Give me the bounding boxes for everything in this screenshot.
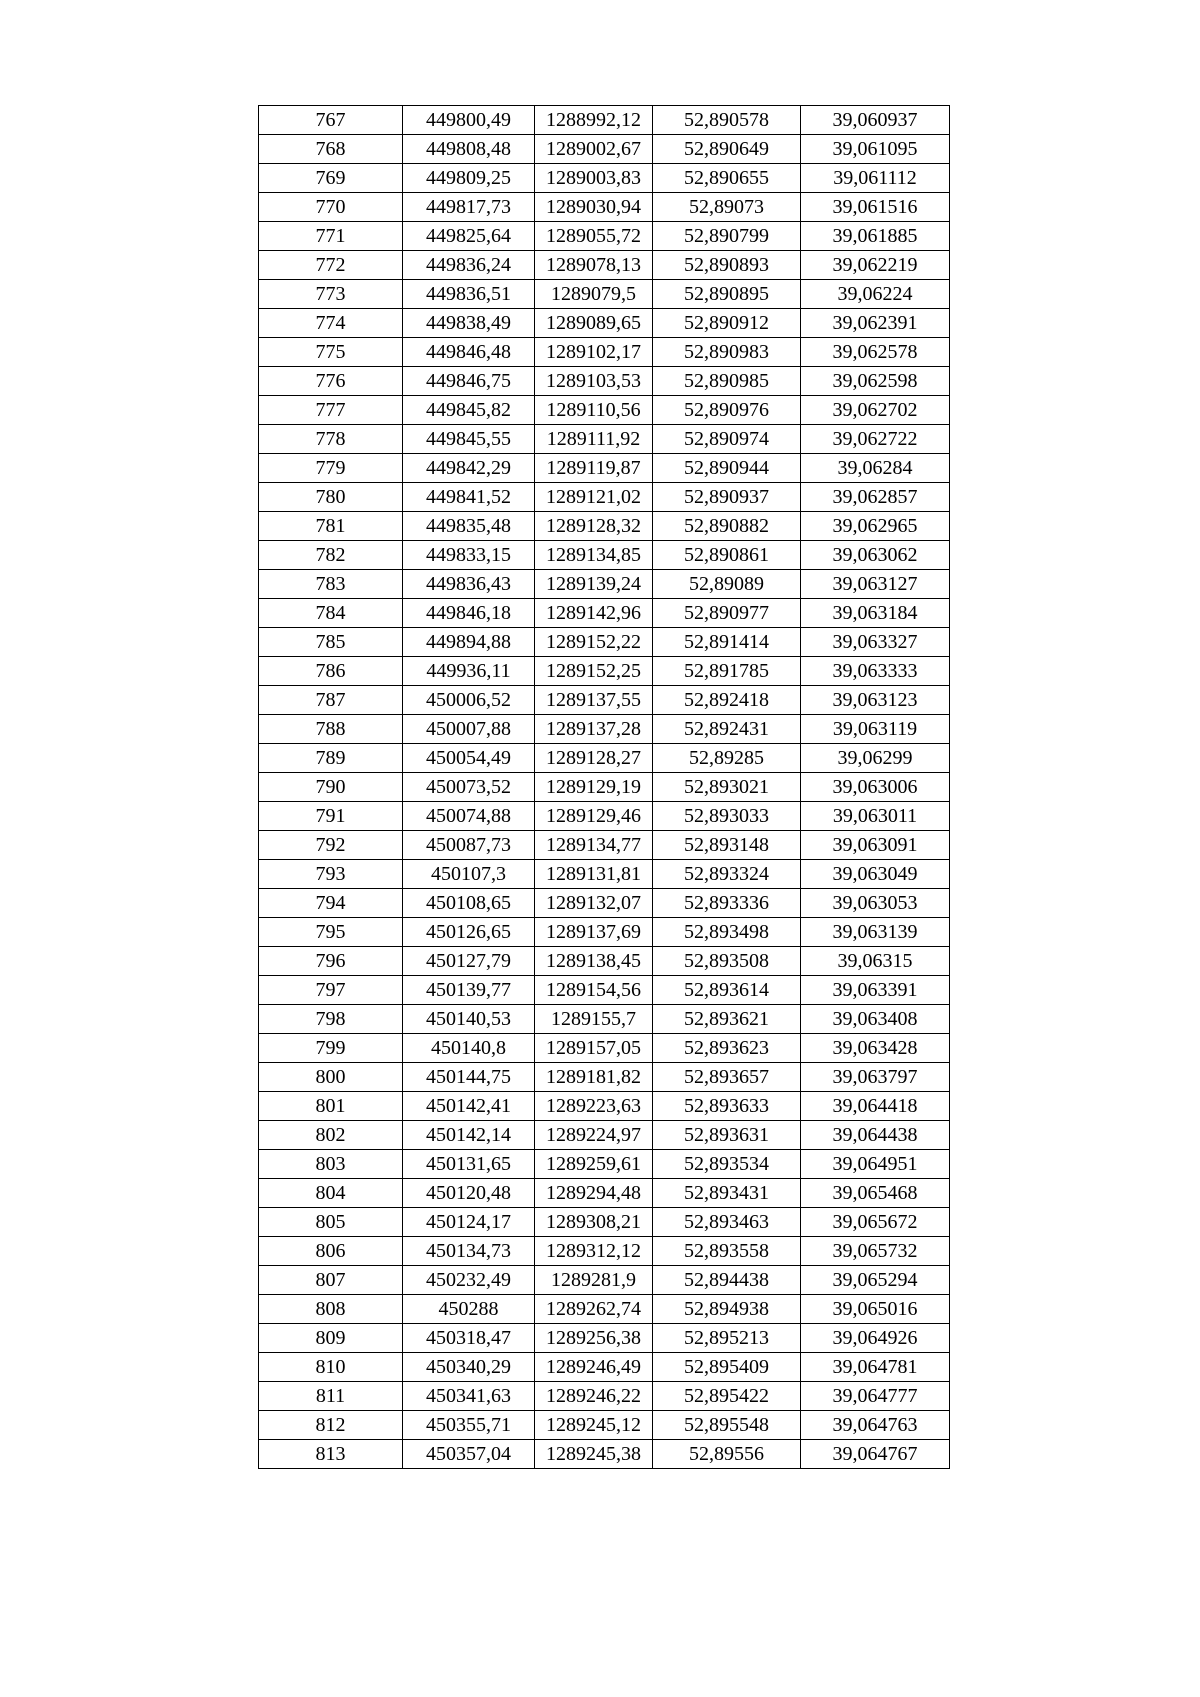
- latitude-cell: 52,893508: [653, 947, 801, 976]
- y-coordinate-cell: 1289246,22: [535, 1382, 653, 1411]
- latitude-cell: 52,890861: [653, 541, 801, 570]
- table-row: [259, 773, 950, 802]
- y-coordinate-cell: 1289312,12: [535, 1237, 653, 1266]
- longitude-cell: 39,064951: [801, 1150, 950, 1179]
- y-coordinate-cell: 1289078,13: [535, 251, 653, 280]
- y-coordinate-cell: 1289294,48: [535, 1179, 653, 1208]
- point-number-cell: 780: [259, 483, 403, 512]
- y-coordinate-cell: 1289132,07: [535, 889, 653, 918]
- x-coordinate-cell: 450127,79: [403, 947, 535, 976]
- latitude-cell: 52,89556: [653, 1440, 801, 1469]
- x-coordinate-cell: 450006,52: [403, 686, 535, 715]
- longitude-cell: 39,063391: [801, 976, 950, 1005]
- longitude-cell: 39,065672: [801, 1208, 950, 1237]
- latitude-cell: 52,890799: [653, 222, 801, 251]
- y-coordinate-cell: 1289002,67: [535, 135, 653, 164]
- point-number-cell: 785: [259, 628, 403, 657]
- x-coordinate-cell: 450126,65: [403, 918, 535, 947]
- latitude-cell: 52,890944: [653, 454, 801, 483]
- x-coordinate-cell: 449845,55: [403, 425, 535, 454]
- y-coordinate-cell: 1289030,94: [535, 193, 653, 222]
- y-coordinate-cell: 1289079,5: [535, 280, 653, 309]
- x-coordinate-cell: 450142,14: [403, 1121, 535, 1150]
- point-number-cell: 803: [259, 1150, 403, 1179]
- x-coordinate-cell: 449808,48: [403, 135, 535, 164]
- x-coordinate-cell: 449817,73: [403, 193, 535, 222]
- point-number-cell: 798: [259, 1005, 403, 1034]
- table-row: [259, 1208, 950, 1237]
- point-number-cell: 772: [259, 251, 403, 280]
- x-coordinate-cell: 450107,3: [403, 860, 535, 889]
- y-coordinate-cell: 1289111,92: [535, 425, 653, 454]
- point-number-cell: 799: [259, 1034, 403, 1063]
- point-number-cell: 802: [259, 1121, 403, 1150]
- table-row: [259, 1440, 950, 1469]
- point-number-cell: 775: [259, 338, 403, 367]
- table-row: [259, 1121, 950, 1150]
- point-number-cell: 808: [259, 1295, 403, 1324]
- point-number-cell: 809: [259, 1324, 403, 1353]
- x-coordinate-cell: 449836,51: [403, 280, 535, 309]
- coordinates-table: [258, 105, 950, 1469]
- latitude-cell: 52,895409: [653, 1353, 801, 1382]
- table-row: [259, 1266, 950, 1295]
- table-row: [259, 918, 950, 947]
- x-coordinate-cell: 449894,88: [403, 628, 535, 657]
- table-row: [259, 744, 950, 773]
- table-row: [259, 106, 950, 135]
- longitude-cell: 39,062965: [801, 512, 950, 541]
- table-row: [259, 1353, 950, 1382]
- x-coordinate-cell: 449842,29: [403, 454, 535, 483]
- point-number-cell: 779: [259, 454, 403, 483]
- point-number-cell: 800: [259, 1063, 403, 1092]
- table-row: [259, 1237, 950, 1266]
- y-coordinate-cell: 1289055,72: [535, 222, 653, 251]
- y-coordinate-cell: 1289134,85: [535, 541, 653, 570]
- longitude-cell: 39,063184: [801, 599, 950, 628]
- longitude-cell: 39,063797: [801, 1063, 950, 1092]
- table-row: [259, 396, 950, 425]
- x-coordinate-cell: 450140,8: [403, 1034, 535, 1063]
- longitude-cell: 39,063011: [801, 802, 950, 831]
- y-coordinate-cell: 1289134,77: [535, 831, 653, 860]
- latitude-cell: 52,892418: [653, 686, 801, 715]
- coordinates-table-body: [259, 106, 950, 1469]
- table-row: [259, 1179, 950, 1208]
- longitude-cell: 39,063123: [801, 686, 950, 715]
- point-number-cell: 788: [259, 715, 403, 744]
- y-coordinate-cell: 1289137,55: [535, 686, 653, 715]
- x-coordinate-cell: 450232,49: [403, 1266, 535, 1295]
- y-coordinate-cell: 1289129,46: [535, 802, 653, 831]
- point-number-cell: 806: [259, 1237, 403, 1266]
- y-coordinate-cell: 1289131,81: [535, 860, 653, 889]
- y-coordinate-cell: 1289224,97: [535, 1121, 653, 1150]
- latitude-cell: 52,890912: [653, 309, 801, 338]
- point-number-cell: 769: [259, 164, 403, 193]
- point-number-cell: 787: [259, 686, 403, 715]
- point-number-cell: 783: [259, 570, 403, 599]
- x-coordinate-cell: 449838,49: [403, 309, 535, 338]
- y-coordinate-cell: 1289121,02: [535, 483, 653, 512]
- longitude-cell: 39,063139: [801, 918, 950, 947]
- longitude-cell: 39,065468: [801, 1179, 950, 1208]
- point-number-cell: 773: [259, 280, 403, 309]
- longitude-cell: 39,064777: [801, 1382, 950, 1411]
- latitude-cell: 52,893631: [653, 1121, 801, 1150]
- latitude-cell: 52,89285: [653, 744, 801, 773]
- latitude-cell: 52,890976: [653, 396, 801, 425]
- x-coordinate-cell: 449936,11: [403, 657, 535, 686]
- point-number-cell: 810: [259, 1353, 403, 1382]
- latitude-cell: 52,893324: [653, 860, 801, 889]
- longitude-cell: 39,063091: [801, 831, 950, 860]
- table-row: [259, 1063, 950, 1092]
- point-number-cell: 792: [259, 831, 403, 860]
- point-number-cell: 777: [259, 396, 403, 425]
- longitude-cell: 39,06284: [801, 454, 950, 483]
- table-row: [259, 541, 950, 570]
- x-coordinate-cell: 450318,47: [403, 1324, 535, 1353]
- point-number-cell: 774: [259, 309, 403, 338]
- longitude-cell: 39,061112: [801, 164, 950, 193]
- y-coordinate-cell: 1289152,25: [535, 657, 653, 686]
- latitude-cell: 52,893463: [653, 1208, 801, 1237]
- point-number-cell: 801: [259, 1092, 403, 1121]
- x-coordinate-cell: 450007,88: [403, 715, 535, 744]
- latitude-cell: 52,890985: [653, 367, 801, 396]
- y-coordinate-cell: 1289119,87: [535, 454, 653, 483]
- y-coordinate-cell: 1289157,05: [535, 1034, 653, 1063]
- y-coordinate-cell: 1289245,12: [535, 1411, 653, 1440]
- longitude-cell: 39,061885: [801, 222, 950, 251]
- longitude-cell: 39,065732: [801, 1237, 950, 1266]
- latitude-cell: 52,891414: [653, 628, 801, 657]
- y-coordinate-cell: 1289129,19: [535, 773, 653, 802]
- point-number-cell: 805: [259, 1208, 403, 1237]
- longitude-cell: 39,063062: [801, 541, 950, 570]
- latitude-cell: 52,893534: [653, 1150, 801, 1179]
- latitude-cell: 52,890655: [653, 164, 801, 193]
- x-coordinate-cell: 450341,63: [403, 1382, 535, 1411]
- y-coordinate-cell: 1289259,61: [535, 1150, 653, 1179]
- x-coordinate-cell: 450355,71: [403, 1411, 535, 1440]
- table-row: [259, 193, 950, 222]
- table-row: [259, 686, 950, 715]
- table-row: [259, 1005, 950, 1034]
- x-coordinate-cell: 449841,52: [403, 483, 535, 512]
- table-row: [259, 831, 950, 860]
- table-row: [259, 1324, 950, 1353]
- latitude-cell: 52,89089: [653, 570, 801, 599]
- latitude-cell: 52,890578: [653, 106, 801, 135]
- y-coordinate-cell: 1289281,9: [535, 1266, 653, 1295]
- latitude-cell: 52,893498: [653, 918, 801, 947]
- table-row: [259, 976, 950, 1005]
- point-number-cell: 804: [259, 1179, 403, 1208]
- point-number-cell: 786: [259, 657, 403, 686]
- y-coordinate-cell: 1289003,83: [535, 164, 653, 193]
- x-coordinate-cell: 450124,17: [403, 1208, 535, 1237]
- latitude-cell: 52,890882: [653, 512, 801, 541]
- table-row: [259, 425, 950, 454]
- latitude-cell: 52,892431: [653, 715, 801, 744]
- longitude-cell: 39,063333: [801, 657, 950, 686]
- x-coordinate-cell: 450087,73: [403, 831, 535, 860]
- longitude-cell: 39,062391: [801, 309, 950, 338]
- latitude-cell: 52,893621: [653, 1005, 801, 1034]
- table-row: [259, 222, 950, 251]
- y-coordinate-cell: 1289223,63: [535, 1092, 653, 1121]
- x-coordinate-cell: 450131,65: [403, 1150, 535, 1179]
- longitude-cell: 39,060937: [801, 106, 950, 135]
- table-row: [259, 512, 950, 541]
- longitude-cell: 39,062578: [801, 338, 950, 367]
- latitude-cell: 52,890649: [653, 135, 801, 164]
- point-number-cell: 794: [259, 889, 403, 918]
- x-coordinate-cell: 450139,77: [403, 976, 535, 1005]
- point-number-cell: 782: [259, 541, 403, 570]
- point-number-cell: 812: [259, 1411, 403, 1440]
- x-coordinate-cell: 449825,64: [403, 222, 535, 251]
- y-coordinate-cell: 1289128,27: [535, 744, 653, 773]
- latitude-cell: 52,894438: [653, 1266, 801, 1295]
- longitude-cell: 39,061095: [801, 135, 950, 164]
- x-coordinate-cell: 450054,49: [403, 744, 535, 773]
- table-row: [259, 1295, 950, 1324]
- table-row: [259, 454, 950, 483]
- table-row: [259, 164, 950, 193]
- table-row: [259, 367, 950, 396]
- y-coordinate-cell: 1289181,82: [535, 1063, 653, 1092]
- longitude-cell: 39,064767: [801, 1440, 950, 1469]
- table-row: [259, 251, 950, 280]
- latitude-cell: 52,890974: [653, 425, 801, 454]
- point-number-cell: 770: [259, 193, 403, 222]
- point-number-cell: 768: [259, 135, 403, 164]
- x-coordinate-cell: 450134,73: [403, 1237, 535, 1266]
- point-number-cell: 813: [259, 1440, 403, 1469]
- latitude-cell: 52,890895: [653, 280, 801, 309]
- longitude-cell: 39,063049: [801, 860, 950, 889]
- y-coordinate-cell: 1288992,12: [535, 106, 653, 135]
- x-coordinate-cell: 450074,88: [403, 802, 535, 831]
- longitude-cell: 39,065294: [801, 1266, 950, 1295]
- latitude-cell: 52,895422: [653, 1382, 801, 1411]
- table-row: [259, 338, 950, 367]
- y-coordinate-cell: 1289139,24: [535, 570, 653, 599]
- longitude-cell: 39,063127: [801, 570, 950, 599]
- point-number-cell: 793: [259, 860, 403, 889]
- table-row: [259, 570, 950, 599]
- table-row: [259, 1411, 950, 1440]
- y-coordinate-cell: 1289262,74: [535, 1295, 653, 1324]
- longitude-cell: 39,06315: [801, 947, 950, 976]
- x-coordinate-cell: 449836,24: [403, 251, 535, 280]
- latitude-cell: 52,893558: [653, 1237, 801, 1266]
- y-coordinate-cell: 1289246,49: [535, 1353, 653, 1382]
- longitude-cell: 39,062598: [801, 367, 950, 396]
- point-number-cell: 791: [259, 802, 403, 831]
- table-row: [259, 1092, 950, 1121]
- table-row: [259, 1034, 950, 1063]
- x-coordinate-cell: 450073,52: [403, 773, 535, 802]
- table-row: [259, 599, 950, 628]
- latitude-cell: 52,890983: [653, 338, 801, 367]
- point-number-cell: 767: [259, 106, 403, 135]
- x-coordinate-cell: 449809,25: [403, 164, 535, 193]
- point-number-cell: 778: [259, 425, 403, 454]
- point-number-cell: 776: [259, 367, 403, 396]
- point-number-cell: 795: [259, 918, 403, 947]
- latitude-cell: 52,890937: [653, 483, 801, 512]
- table-row: [259, 802, 950, 831]
- x-coordinate-cell: 450120,48: [403, 1179, 535, 1208]
- longitude-cell: 39,062722: [801, 425, 950, 454]
- longitude-cell: 39,064438: [801, 1121, 950, 1150]
- x-coordinate-cell: 450288: [403, 1295, 535, 1324]
- x-coordinate-cell: 450144,75: [403, 1063, 535, 1092]
- y-coordinate-cell: 1289137,69: [535, 918, 653, 947]
- point-number-cell: 781: [259, 512, 403, 541]
- latitude-cell: 52,895213: [653, 1324, 801, 1353]
- point-number-cell: 790: [259, 773, 403, 802]
- y-coordinate-cell: 1289154,56: [535, 976, 653, 1005]
- latitude-cell: 52,89073: [653, 193, 801, 222]
- x-coordinate-cell: 450142,41: [403, 1092, 535, 1121]
- table-row: [259, 889, 950, 918]
- longitude-cell: 39,064926: [801, 1324, 950, 1353]
- table-row: [259, 1382, 950, 1411]
- table-row: [259, 657, 950, 686]
- longitude-cell: 39,063428: [801, 1034, 950, 1063]
- table-row: [259, 628, 950, 657]
- x-coordinate-cell: 450108,65: [403, 889, 535, 918]
- latitude-cell: 52,890977: [653, 599, 801, 628]
- longitude-cell: 39,063119: [801, 715, 950, 744]
- latitude-cell: 52,893148: [653, 831, 801, 860]
- latitude-cell: 52,890893: [653, 251, 801, 280]
- x-coordinate-cell: 449835,48: [403, 512, 535, 541]
- longitude-cell: 39,063327: [801, 628, 950, 657]
- table-row: [259, 1150, 950, 1179]
- latitude-cell: 52,893336: [653, 889, 801, 918]
- point-number-cell: 796: [259, 947, 403, 976]
- table-row: [259, 135, 950, 164]
- longitude-cell: 39,062702: [801, 396, 950, 425]
- latitude-cell: 52,893633: [653, 1092, 801, 1121]
- latitude-cell: 52,893614: [653, 976, 801, 1005]
- longitude-cell: 39,063053: [801, 889, 950, 918]
- x-coordinate-cell: 449846,48: [403, 338, 535, 367]
- latitude-cell: 52,893657: [653, 1063, 801, 1092]
- x-coordinate-cell: 449833,15: [403, 541, 535, 570]
- y-coordinate-cell: 1289308,21: [535, 1208, 653, 1237]
- latitude-cell: 52,893033: [653, 802, 801, 831]
- latitude-cell: 52,894938: [653, 1295, 801, 1324]
- x-coordinate-cell: 449845,82: [403, 396, 535, 425]
- y-coordinate-cell: 1289152,22: [535, 628, 653, 657]
- x-coordinate-cell: 450140,53: [403, 1005, 535, 1034]
- point-number-cell: 811: [259, 1382, 403, 1411]
- latitude-cell: 52,893623: [653, 1034, 801, 1063]
- point-number-cell: 771: [259, 222, 403, 251]
- y-coordinate-cell: 1289137,28: [535, 715, 653, 744]
- table-row: [259, 280, 950, 309]
- latitude-cell: 52,893021: [653, 773, 801, 802]
- x-coordinate-cell: 450340,29: [403, 1353, 535, 1382]
- y-coordinate-cell: 1289102,17: [535, 338, 653, 367]
- x-coordinate-cell: 449846,18: [403, 599, 535, 628]
- point-number-cell: 807: [259, 1266, 403, 1295]
- longitude-cell: 39,062857: [801, 483, 950, 512]
- point-number-cell: 797: [259, 976, 403, 1005]
- longitude-cell: 39,064781: [801, 1353, 950, 1382]
- x-coordinate-cell: 450357,04: [403, 1440, 535, 1469]
- longitude-cell: 39,064418: [801, 1092, 950, 1121]
- y-coordinate-cell: 1289142,96: [535, 599, 653, 628]
- table-row: [259, 309, 950, 338]
- y-coordinate-cell: 1289110,56: [535, 396, 653, 425]
- y-coordinate-cell: 1289138,45: [535, 947, 653, 976]
- x-coordinate-cell: 449836,43: [403, 570, 535, 599]
- table-row: [259, 715, 950, 744]
- y-coordinate-cell: 1289089,65: [535, 309, 653, 338]
- latitude-cell: 52,891785: [653, 657, 801, 686]
- y-coordinate-cell: 1289128,32: [535, 512, 653, 541]
- longitude-cell: 39,061516: [801, 193, 950, 222]
- y-coordinate-cell: 1289155,7: [535, 1005, 653, 1034]
- table-row: [259, 483, 950, 512]
- y-coordinate-cell: 1289245,38: [535, 1440, 653, 1469]
- latitude-cell: 52,893431: [653, 1179, 801, 1208]
- point-number-cell: 789: [259, 744, 403, 773]
- table-row: [259, 860, 950, 889]
- longitude-cell: 39,065016: [801, 1295, 950, 1324]
- longitude-cell: 39,06299: [801, 744, 950, 773]
- latitude-cell: 52,895548: [653, 1411, 801, 1440]
- table-row: [259, 947, 950, 976]
- longitude-cell: 39,063408: [801, 1005, 950, 1034]
- longitude-cell: 39,063006: [801, 773, 950, 802]
- longitude-cell: 39,062219: [801, 251, 950, 280]
- x-coordinate-cell: 449846,75: [403, 367, 535, 396]
- y-coordinate-cell: 1289103,53: [535, 367, 653, 396]
- point-number-cell: 784: [259, 599, 403, 628]
- longitude-cell: 39,06224: [801, 280, 950, 309]
- x-coordinate-cell: 449800,49: [403, 106, 535, 135]
- longitude-cell: 39,064763: [801, 1411, 950, 1440]
- y-coordinate-cell: 1289256,38: [535, 1324, 653, 1353]
